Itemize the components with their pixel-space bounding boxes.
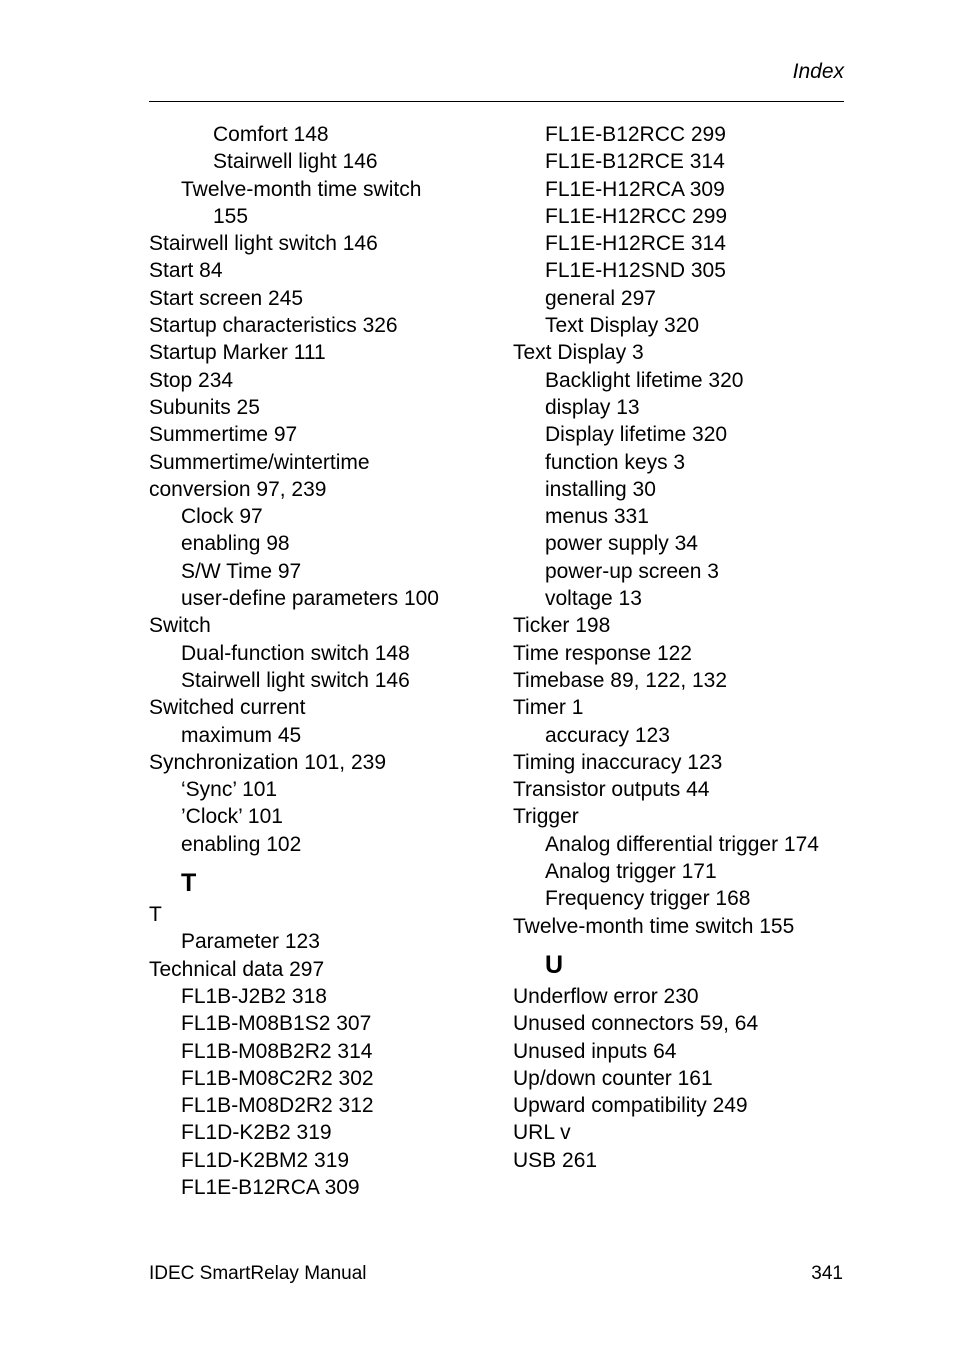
index-subentry: FL1E-H12RCE 314: [545, 232, 726, 256]
index-subentry: Twelve-month time switch: [181, 177, 422, 201]
index-entry: USB 261: [513, 1148, 598, 1172]
index-subentry: FL1B-J2B2 318: [181, 984, 327, 1008]
index-subentry: FL1E-B12RCC 299: [545, 123, 726, 146]
index-subentry: FL1E-H12SND 305: [545, 259, 726, 283]
index-entry: URL v: [513, 1121, 571, 1145]
index-subentry: Parameter 123: [181, 930, 320, 954]
index-subentry: power-up screen 3: [545, 559, 719, 583]
index-entry: Unused inputs 64: [513, 1039, 677, 1063]
index-entry: Unused connectors 59, 64: [513, 1012, 759, 1036]
index-subentry: display 13: [545, 395, 640, 419]
index-subentry: voltage 13: [545, 587, 642, 611]
index-entry: Time response 122: [513, 641, 692, 665]
index-subentry: FL1E-B12RCE 314: [545, 150, 725, 174]
index-subentry: Analog trigger 171: [545, 860, 717, 884]
index-subentry: installing 30: [545, 477, 656, 501]
index-subentry: 155: [213, 204, 249, 228]
index-subentry: Comfort 148: [213, 123, 329, 146]
index-entry: Underflow error 230: [513, 984, 699, 1008]
index-subentry: Frequency trigger 168: [545, 887, 751, 911]
index-entry: Startup characteristics 326: [149, 314, 398, 338]
section-letter-heading: U: [545, 950, 564, 979]
index-column-left: [149, 121, 494, 1201]
index-entry: T: [149, 903, 162, 927]
index-entry: Upward compatibility 249: [513, 1094, 748, 1118]
index-entry: Stop 234: [149, 368, 234, 392]
index-subentry: S/W Time 97: [181, 559, 302, 583]
index-subentry: menus 331: [545, 505, 649, 529]
index-entry: Ticker 198: [513, 614, 611, 638]
index-entry: Timebase 89, 122, 132: [513, 668, 728, 692]
running-header-title: Index: [792, 60, 844, 83]
index-subentry: ‘Sync’ 101: [181, 778, 278, 802]
index-subentry: FL1E-H12RCA 309: [545, 177, 725, 201]
index-subentry: FL1D-K2BM2 319: [181, 1148, 350, 1172]
index-subentry: FL1E-B12RCA 309: [181, 1175, 360, 1199]
index-entry: Twelve-month time switch 155: [513, 914, 795, 938]
index-subentry: FL1D-K2B2 319: [181, 1121, 332, 1145]
index-entry: Trigger: [513, 805, 579, 829]
index-entry: Switch: [149, 614, 211, 638]
index-column-right: [513, 121, 853, 1174]
index-subentry: Stairwell light 146: [213, 150, 378, 174]
index-entry: Text Display 3: [513, 341, 644, 365]
index-entry: Startup Marker 111: [149, 341, 326, 365]
index-entry: Switched current: [149, 696, 306, 720]
index-entry: Timing inaccuracy 123: [513, 750, 723, 774]
index-entry: Technical data 297: [149, 957, 325, 981]
section-letter-heading: T: [181, 869, 197, 898]
index-entry: Up/down counter 161: [513, 1066, 713, 1090]
index-entry: Timer 1: [513, 696, 584, 720]
index-subentry: FL1E-H12RCC 299: [545, 204, 728, 228]
index-subentry: Stairwell light switch 146: [181, 668, 410, 692]
index-subentry: user-define parameters 100: [181, 587, 439, 611]
index-subentry: power supply 34: [545, 532, 698, 556]
footer-manual-title: IDEC SmartRelay Manual: [149, 1263, 367, 1284]
index-subentry: Dual-function switch 148: [181, 641, 410, 665]
header-divider: [149, 101, 844, 102]
index-entry: Start screen 245: [149, 286, 304, 310]
footer-page-number: 341: [811, 1263, 843, 1284]
index-subentry: FL1B-M08B1S2 307: [181, 1012, 372, 1036]
index-entry: Subunits 25: [149, 395, 260, 419]
index-subentry: Clock 97: [181, 505, 263, 529]
index-subentry: enabling 98: [181, 532, 290, 556]
index-subentry: FL1B-M08C2R2 302: [181, 1066, 374, 1090]
index-entry: Stairwell light switch 146: [149, 232, 378, 256]
index-entry: Synchronization 101, 239: [149, 750, 386, 774]
index-entry: Transistor outputs 44: [513, 778, 710, 802]
index-entry: Summertime 97: [149, 423, 298, 447]
index-subentry: FL1B-M08D2R2 312: [181, 1094, 374, 1118]
index-subentry: Display lifetime 320: [545, 423, 728, 447]
index-subentry: ’Clock’ 101: [181, 805, 283, 829]
index-subentry: FL1B-M08B2R2 314: [181, 1039, 373, 1063]
index-subentry: maximum 45: [181, 723, 302, 747]
index-entry: Start 84: [149, 259, 223, 283]
index-subentry: Backlight lifetime 320: [545, 368, 744, 392]
index-subentry: function keys 3: [545, 450, 686, 474]
index-subentry: general 297: [545, 286, 656, 310]
index-subentry: enabling 102: [181, 832, 302, 856]
index-entry: conversion 97, 239: [149, 477, 327, 501]
index-entry: Summertime/wintertime: [149, 450, 370, 474]
index-subentry: accuracy 123: [545, 723, 670, 747]
index-subentry: Text Display 320: [545, 314, 700, 338]
index-subentry: Analog differential trigger 174: [545, 832, 819, 856]
